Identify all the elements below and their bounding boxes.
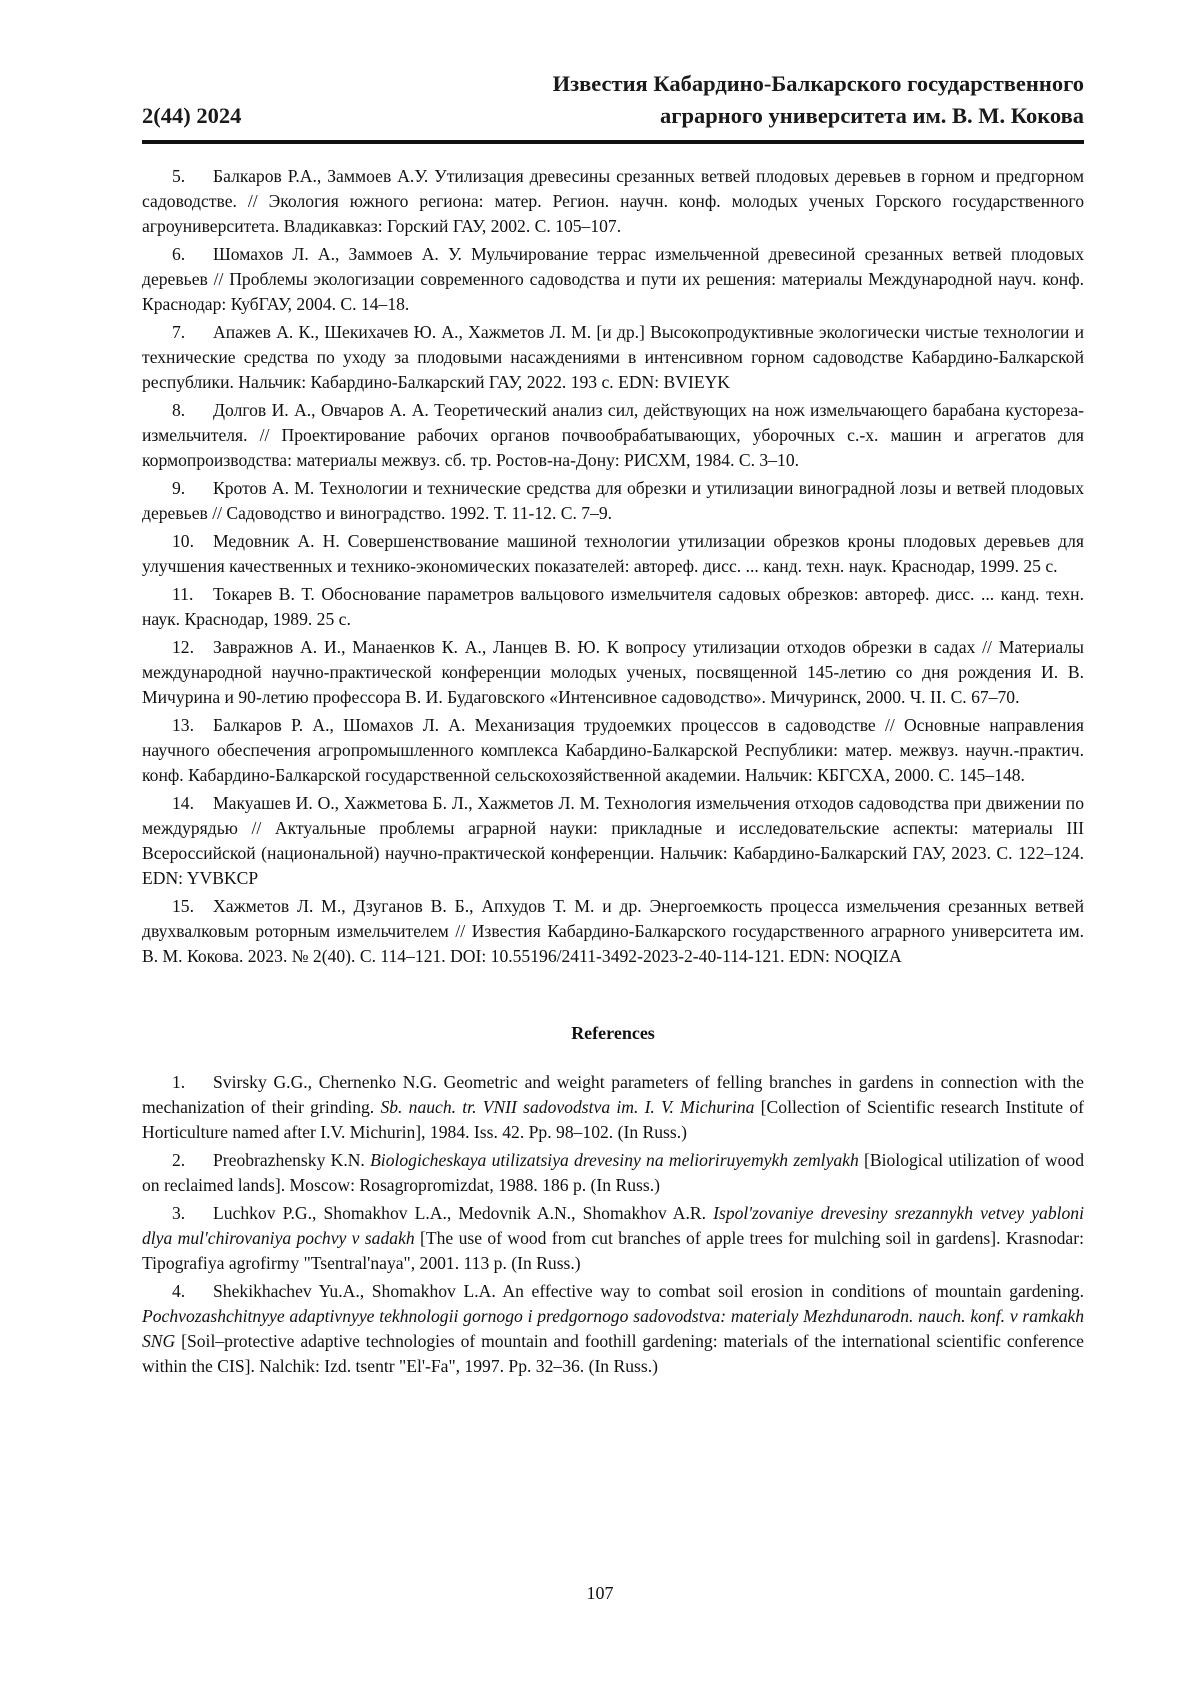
- reference-item: [142, 242, 1084, 317]
- reference-text: Завражнов А. И., Манаенков К. А., Ланцев В. Ю. К вопросу утилизации отходов обрезки в садах // Материалы международной научно-практической конференции молодых ученых, посвященной 145-летию со дня рождения И. В. Мичурина и 90-летию профессора В. И. Будаговского «Интенсивное садоводство». Мичуринск, 2000. Ч. II. С. 67–70.: [142, 637, 1084, 707]
- reference-number: 14.: [172, 793, 194, 813]
- reference-text: Балкаров Р. А., Шомахов Л. А. Механизация трудоемких процессов в садоводстве // Основные направления научного обеспечения агропромышленного комплекса Кабардино-Балкарской Республики: матер. межвуз. научн.-практич. конф. Кабардино-Балкарской государственной сельскохозяйственной академии. Нальчик: КБГСХА, 2000. С. 145–148.: [142, 715, 1084, 785]
- english-reference-list: [142, 1070, 1084, 1379]
- references-heading: References: [571, 1023, 655, 1043]
- reference-text: Svirsky G.G., Chernenko N.G. Geometric and weight parameters of felling branches in gardens in connection with the mechanization of their grinding.: [142, 1072, 1084, 1117]
- header-row: [142, 100, 1084, 132]
- issue-number: 2(44) 2024: [142, 103, 242, 128]
- reference-item: [142, 1201, 1084, 1276]
- reference-text: Макуашев И. О., Хажметова Б. Л., Хажметов Л. М. Технология измельчения отходов садоводства при движении по междурядью // Актуальные проблемы аграрной науки: прикладные и исследовательские аспекты: материалы III Всероссийской (национальной) научно-практической конференции. Нальчик: Кабардино-Балкарский ГАУ, 2023. С. 122–124. EDN: YVBKCP: [142, 793, 1084, 888]
- reference-item: [142, 1070, 1084, 1145]
- reference-number: 8.: [172, 400, 186, 420]
- reference-text: Preobrazhensky K.N.: [213, 1150, 371, 1170]
- reference-text: Токарев В. Т. Обоснование параметров вальцового измельчителя садовых обрезков: автореф. дисс. ... канд. техн. наук. Краснодар, 1989. 25 с.: [142, 584, 1084, 629]
- reference-text: [Biological utilization of wood on reclaimed lands]. Moscow: Rosagropromizdat, 1988. 186 p. (In Russ.): [142, 1150, 1084, 1195]
- reference-number: 3.: [172, 1203, 186, 1223]
- reference-item: [142, 164, 1084, 239]
- reference-item: [142, 1279, 1084, 1379]
- reference-italic-title: Pochvozashchitnyye adaptivnyye tekhnologii gornogo i predgornogo sadovodstva: materialy Mezhdunarodn. nauch. konf. v ramkakh SNG: [142, 1306, 1084, 1351]
- reference-text: Балкаров Р.А., Заммоев А.У. Утилизация древесины срезанных ветвей плодовых деревьев в горном и предгорном садоводстве. // Экология южного региона: матер. Регион. научн. конф. молодых ученых Горского государственного агроуниверситета. Владикавказ: Горский ГАУ, 2002. С. 105–107.: [142, 166, 1084, 236]
- reference-text: [Soil–protective adaptive technologies of mountain and foothill gardening: materials of the international scientific conference within the CIS]. Nalchik: Izd. tsentr "El'-Fa", 1997. Pp. 32–36. (In Russ.): [142, 1331, 1084, 1376]
- reference-item: [142, 529, 1084, 579]
- reference-item: [142, 894, 1084, 969]
- reference-number: 15.: [172, 896, 194, 916]
- journal-title-line1: Известия Кабардино-Балкарского государственного: [552, 71, 1084, 96]
- reference-number: 12.: [172, 637, 194, 657]
- reference-number: 1.: [172, 1072, 186, 1092]
- reference-number: 5.: [172, 166, 186, 186]
- reference-item: [142, 398, 1084, 473]
- reference-text: Медовник А. Н. Совершенствование машиной технологии утилизации обрезков кроны плодовых деревьев для улучшения качественных и технико-экономических показателей: автореф. дисс. ... канд. техн. наук. Краснодар, 1999. 25 с.: [142, 531, 1084, 576]
- reference-item: [142, 476, 1084, 526]
- reference-text: Долгов И. А., Овчаров А. А. Теоретический анализ сил, действующих на нож измельчающего барабана кустореза-измельчителя. // Проектирование рабочих органов почвообрабатывающих, уборочных с.-х. машин и агрегатов для кормопроизводства: материалы межвуз. сб. тр. Ростов-на-Дону: РИСХМ, 1984. С. 3–10.: [142, 400, 1084, 470]
- reference-text: [Collection of Scientific research Institute of Horticulture named after I.V. Michurin], 1984. Iss. 42. Pp. 98–102. (In Russ.): [142, 1097, 1084, 1142]
- reference-italic-title: Sb. nauch. tr. VNII sadovodstva im. I. V. Michurina: [380, 1097, 755, 1117]
- reference-text: Shekikhachev Yu.A., Shomakhov L.A. An effective way to combat soil erosion in conditions of mountain gardening.: [213, 1281, 1084, 1301]
- reference-item: [142, 635, 1084, 710]
- reference-item: [142, 713, 1084, 788]
- reference-number: 7.: [172, 322, 186, 342]
- reference-number: 11.: [172, 584, 194, 604]
- reference-number: 2.: [172, 1150, 186, 1170]
- reference-text: [The use of wood from cut branches of apple trees for mulching soil in gardens]. Krasnodar: Tipografiya agrofirmy "Tsentral'naya", 2001. 113 p. (In Russ.): [142, 1228, 1084, 1273]
- reference-text: Luchkov P.G., Shomakhov L.A., Medovnik A.N., Shomakhov A.R.: [213, 1203, 714, 1223]
- reference-number: 10.: [172, 531, 194, 551]
- reference-number: 9.: [172, 478, 186, 498]
- page-content: [142, 164, 1084, 1382]
- journal-title-line2: аграрного университета им. В. М. Кокова: [660, 103, 1084, 128]
- reference-item: [142, 791, 1084, 891]
- reference-item: [142, 320, 1084, 395]
- page-number: 107: [586, 1583, 614, 1603]
- reference-number: 6.: [172, 244, 186, 264]
- reference-text: Кротов А. М. Технологии и технические средства для обрезки и утилизации виноградной лозы и ветвей плодовых деревьев // Садоводство и виноградство. 1992. Т. 11-12. С. 7–9.: [142, 478, 1084, 523]
- reference-item: [142, 1148, 1084, 1198]
- reference-italic-title: Ispol'zovaniye drevesiny srezannykh vetvey yabloni dlya mul'chirovaniya pochvy v sadakh: [142, 1203, 1084, 1248]
- reference-italic-title: Biologicheskaya utilizatsiya drevesiny na melioriruyemykh zemlyakh: [370, 1150, 859, 1170]
- header-divider: [142, 140, 1084, 144]
- running-header: [142, 68, 1084, 132]
- reference-text: Хажметов Л. М., Дзуганов В. Б., Апхудов Т. М. и др. Энергоемкость процесса измельчения срезанных ветвей двухвалковым роторным измельчителем // Известия Кабардино-Балкарского государственного аграрного университета им. В. М. Кокова. 2023. № 2(40). С. 114–121. DOI: 10.55196/2411-3492-2023-2-40-114-121. EDN: NOQIZA: [142, 896, 1084, 966]
- reference-text: Шомахов Л. А., Заммоев А. У. Мульчирование террас измельченной древесиной срезанных ветвей плодовых деревьев // Проблемы экологизации современного садоводства и пути их решения: материалы Международной науч. конф. Краснодар: КубГАУ, 2004. С. 14–18.: [142, 244, 1084, 314]
- reference-text: Апажев А. К., Шекихачев Ю. А., Хажметов Л. М. [и др.] Высокопродуктивные экологически чистые технологии и технические средства по уходу за плодовыми насаждениями в интенсивном горном садоводстве Кабардино-Балкарской республики. Нальчик: Кабардино-Балкарский ГАУ, 2022. 193 с. EDN: BVIEYK: [142, 322, 1084, 392]
- reference-number: 4.: [172, 1281, 186, 1301]
- russian-reference-list: [142, 164, 1084, 969]
- reference-number: 13.: [172, 715, 194, 735]
- reference-item: [142, 582, 1084, 632]
